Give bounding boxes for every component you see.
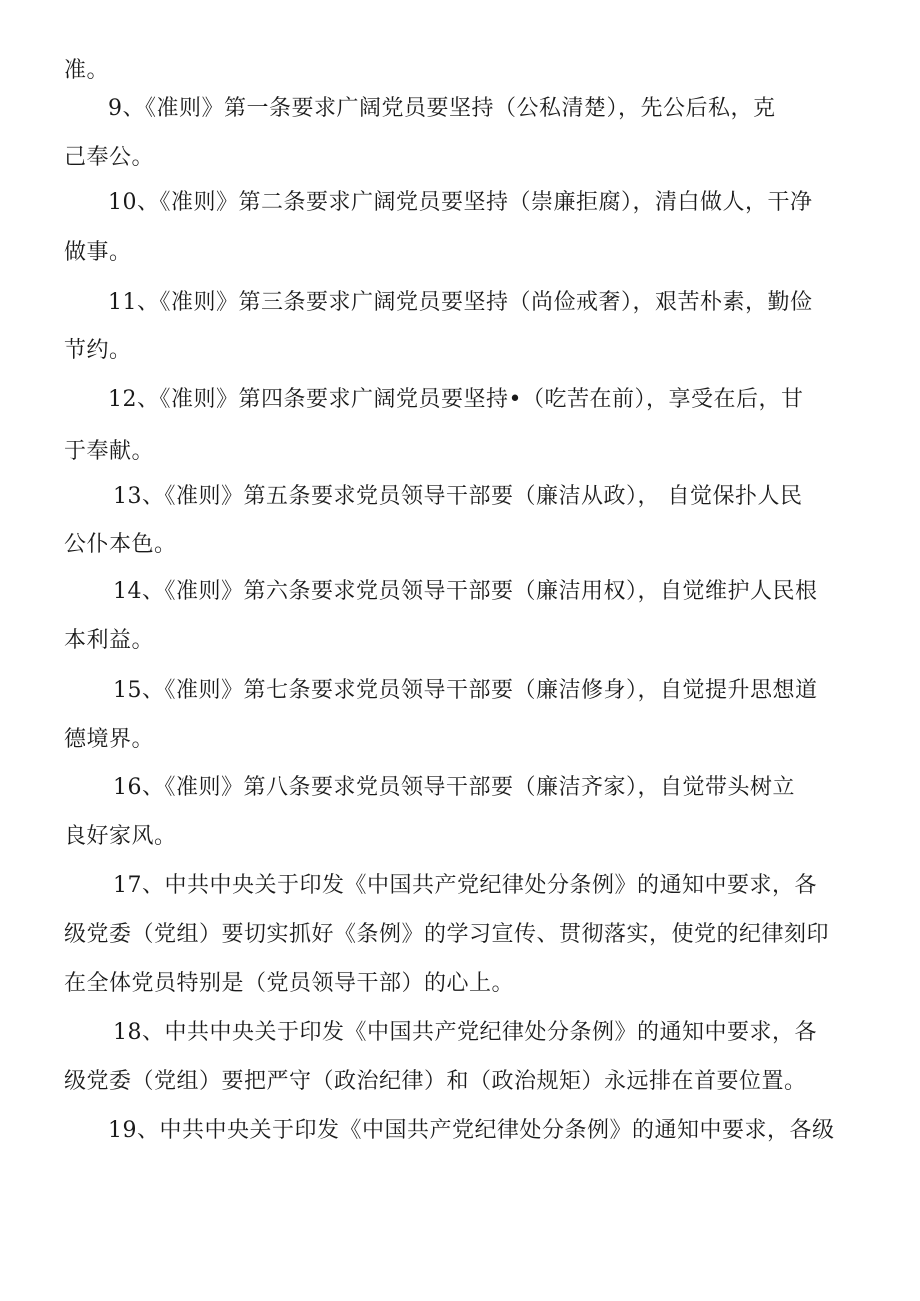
text-line: 13、《准则》第五条要求党员领导干部要（廉洁从政）， 自觉保扑人民 — [113, 484, 803, 509]
text-line: 在全体党员特别是（党员领导干部）的心上。 — [64, 971, 515, 996]
text-line: 16、《准则》第八条要求党员领导干部要（廉洁齐家），自觉带头树立 — [113, 775, 795, 800]
text-line: 17、中共中央关于印发《中国共产党纪律处分条例》的通知中要求，各 — [113, 873, 817, 898]
text-line: 11、《准则》第三条要求广阔党员要坚持（尚俭戒奢），艰苦朴素，勤俭 — [108, 290, 813, 315]
text-line: 级党委（党组）要把严守（政治纪律）和（政治规矩）永远排在首要位置。 — [64, 1069, 807, 1094]
text-line: 本利益。 — [64, 628, 155, 653]
text-line: 12、《准则》第四条要求广阔党员要坚持•（吃苦在前），享受在后，甘 — [108, 387, 804, 412]
text-line: 于奉献。 — [64, 439, 155, 464]
text-line: 己奉公。 — [64, 145, 155, 170]
text-line: 9、《准则》第一条要求广阔党员要坚持（公私清楚），先公后私，克 — [108, 96, 776, 121]
text-line: 准。 — [64, 58, 110, 83]
text-line: 公仆本色。 — [64, 532, 177, 557]
text-line: 节约。 — [64, 338, 132, 363]
text-line: 15、《准则》第七条要求党员领导干部要（廉洁修身），自觉提升思想道 — [113, 678, 818, 703]
text-line: 良好家风。 — [64, 824, 177, 849]
text-line: 做事。 — [64, 240, 132, 265]
text-line: 10、《准则》第二条要求广阔党员要坚持（崇廉拒腐），清白做人，干净 — [108, 190, 813, 215]
text-line: 级党委（党组）要切实抓好《条例》的学习宣传、贯彻落实，使党的纪律刻印 — [64, 922, 830, 947]
text-line: 14、《准则》第六条要求党员领导干部要（廉洁用权），自觉维护人民根 — [113, 579, 818, 604]
text-line: 19、中共中央关于印发《中国共产党纪律处分条例》的通知中要求，各级 — [108, 1118, 835, 1143]
text-line: 18、中共中央关于印发《中国共产党纪律处分条例》的通知中要求，各 — [113, 1020, 817, 1045]
text-line: 德境界。 — [64, 727, 155, 752]
